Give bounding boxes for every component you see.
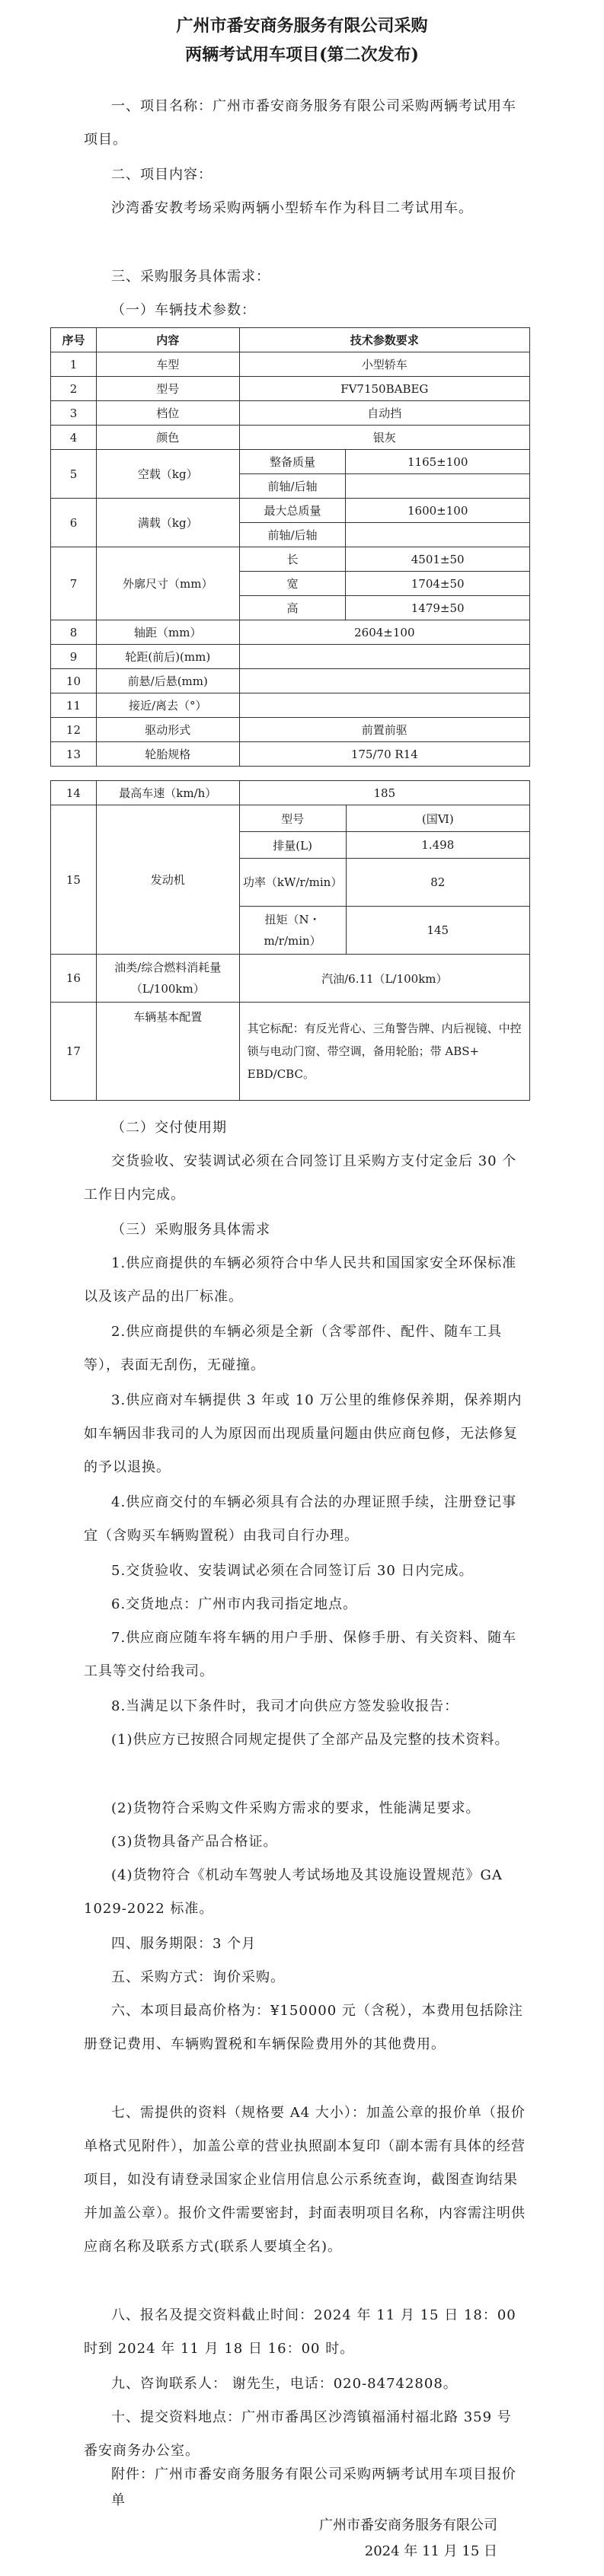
row-no: 2 <box>51 377 97 401</box>
row-subitem: 最大总质量 <box>239 499 346 523</box>
acceptance-condition-1: (1)供应方已按照合同规定提供了全部产品及完整的技术资料。 <box>111 1732 510 1748</box>
row-item: 车辆基本配置 <box>96 1003 239 1101</box>
row-no: 4 <box>51 426 97 450</box>
spec-table-2 <box>50 780 530 1101</box>
row-value <box>346 523 530 547</box>
row-no: 13 <box>51 742 97 767</box>
row-no: 9 <box>51 645 97 669</box>
table-row <box>51 742 530 767</box>
row-no: 1 <box>51 352 97 377</box>
header-no: 序号 <box>51 328 97 352</box>
service-requirements-heading: （三）采购服务具体需求 <box>111 1222 270 1238</box>
table-row <box>51 955 530 1003</box>
row-subitem: 宽 <box>239 572 346 596</box>
service-period: 四、服务期限：3 个月 <box>111 1936 257 1952</box>
row-item: 颜色 <box>96 426 239 450</box>
row-no: 14 <box>51 781 97 805</box>
table-row <box>51 426 530 450</box>
acceptance-condition-4: (4)货物符合《机动车驾驶人考试场地及其设施设置规范》GA 1029-2022 标准。 <box>84 1867 503 1917</box>
row-item: 轮胎规格 <box>96 742 239 767</box>
max-price-paragraph: 六、本项目最高价格为：¥150000 元（含税），本费用包括除注册登记费用、车辆购置税和车辆保险费用外的其他费用。 <box>84 2003 523 2052</box>
table-header-row <box>51 328 530 352</box>
row-value: 1600±100 <box>346 499 530 523</box>
table-row <box>51 401 530 426</box>
row-no: 16 <box>51 955 97 1003</box>
table-row <box>51 669 530 693</box>
row-value: FV7150BABEG <box>239 377 529 401</box>
attachment-note: 附件：广州市番安商务服务有限公司采购两辆考试用车项目报价单 <box>111 2466 516 2508</box>
table-row <box>51 781 530 805</box>
row-value: 汽油/6.11（L/100km） <box>239 955 529 1003</box>
row-subitem: 高 <box>239 596 346 620</box>
delivery-period-paragraph: 交货验收、安装调试必须在合同签订且采购方支付定金后 30 个工作日内完成。 <box>84 1153 517 1203</box>
row-no: 6 <box>51 499 97 547</box>
table-row <box>51 352 530 377</box>
table-row <box>51 805 530 832</box>
row-value: 1.498 <box>346 832 529 859</box>
project-content-heading: 二、项目内容： <box>111 167 213 183</box>
row-subitem: 长 <box>239 547 346 572</box>
row-item: 轮距(前后)(mm) <box>96 645 239 669</box>
requirement-item-4: 4.供应商交付的车辆必须具有合法的办理证照手续，注册登记事宜（含购买车辆购置税）由我司自行办理。 <box>84 1494 517 1544</box>
requirement-item-2: 2.供应商提供的车辆必须是全新（含零部件、配件、随车工具等），表面无刮伤，无碰撞。 <box>84 1324 503 1373</box>
table-row <box>51 718 530 742</box>
row-value: 145 <box>346 907 529 955</box>
row-subitem: 整备质量 <box>239 450 346 474</box>
row-no: 17 <box>51 1003 97 1101</box>
table-row <box>51 1003 530 1101</box>
spec-table-1 <box>50 327 530 767</box>
title-line-2: 两辆考试用车项目(第二次发布) <box>185 45 419 65</box>
row-item: 驱动形式 <box>96 718 239 742</box>
row-no: 3 <box>51 401 97 426</box>
row-value: 185 <box>239 781 529 805</box>
tech-params-heading: （一）车辆技术参数： <box>111 302 256 318</box>
requirements-heading: 三、采购服务具体需求： <box>111 269 270 285</box>
requirement-item-1: 1.供应商提供的车辆必须符合中华人民共和国国家安全环保标准以及该产品的出厂标准。 <box>84 1255 517 1305</box>
header-item: 内容 <box>96 328 239 352</box>
row-value <box>346 474 530 499</box>
row-no: 5 <box>51 450 97 499</box>
table-row <box>51 547 530 572</box>
row-item: 前悬/后悬(mm) <box>96 669 239 693</box>
row-no: 11 <box>51 693 97 718</box>
table-row <box>51 377 530 401</box>
row-value: (国Ⅵ) <box>346 805 529 832</box>
issuer-company: 广州市番安商务服务有限公司 <box>319 2517 497 2533</box>
requirement-item-5: 5.交货验收、安装调试必须在合同签订后 30 日内完成。 <box>111 1563 474 1579</box>
contact-paragraph: 九、咨询联系人： 谢先生，电话：020-84742808。 <box>111 2376 458 2392</box>
row-value: 其它标配：有反光背心、三角警告牌、内后视镜、中控锁与电动门窗、带空调，备用轮胎；带 ABS+ EBD/CBC。 <box>239 1003 529 1101</box>
issue-date: 2024 年 11 月 15 日 <box>364 2543 497 2559</box>
requirement-item-3: 3.供应商对车辆提供 3 年或 10 万公里的维修保养期，保养期内如车辆因非我司的人为原因而出现质量问题由供应商包修，无法修复的予以退换。 <box>84 1392 523 1475</box>
row-item: 发动机 <box>96 805 239 955</box>
row-value: 82 <box>346 859 529 907</box>
requirement-item-8: 8.当满足以下条件时，我司才向供应方签发验收报告： <box>111 1698 459 1714</box>
row-no: 12 <box>51 718 97 742</box>
row-value: 175/70 R14 <box>239 742 529 767</box>
table-row <box>51 499 530 523</box>
row-value: 2604±100 <box>239 620 529 645</box>
table-row <box>51 645 530 669</box>
row-value: 1165±100 <box>346 450 530 474</box>
row-value <box>239 645 529 669</box>
row-subitem: 扭矩（N・m/r/min） <box>239 907 346 955</box>
procurement-method: 五、采购方式：询价采购。 <box>111 1969 285 1985</box>
requirement-item-6: 6.交货地点：广州市内我司指定地点。 <box>111 1596 358 1612</box>
deadline-paragraph: 八、报名及提交资料截止时间：2024 年 11 月 15 日 18：00 时到 2024 年 11 月 18 日 16：00 时。 <box>84 2307 516 2357</box>
row-value: 1479±50 <box>346 596 530 620</box>
acceptance-condition-2: (2)货物符合采购文件采购方需求的要求，性能满足要求。 <box>111 1800 481 1816</box>
row-item: 满载（kg） <box>96 499 239 547</box>
project-content-paragraph: 沙湾番安教考场采购两辆小型轿车作为科目二考试用车。 <box>111 200 473 216</box>
row-item: 空载（kg） <box>96 450 239 499</box>
row-item: 车型 <box>96 352 239 377</box>
header-requirement: 技术参数要求 <box>239 328 529 352</box>
table-row <box>51 450 530 474</box>
row-value: 自动挡 <box>239 401 529 426</box>
row-value: 银灰 <box>239 426 529 450</box>
row-subitem: 前轴/后轴 <box>239 523 346 547</box>
row-item: 轴距（mm） <box>96 620 239 645</box>
row-subitem: 功率（kW/r/min） <box>239 859 346 907</box>
delivery-period-heading: （二）交付使用期 <box>111 1120 227 1136</box>
row-subitem: 型号 <box>239 805 346 832</box>
row-value: 前置前驱 <box>239 718 529 742</box>
requirement-item-7: 7.供应商应随车将车辆的用户手册、保修手册、有关资料、随车工具等交付给我司。 <box>84 1630 517 1679</box>
row-item: 外廓尺寸（mm） <box>96 547 239 620</box>
required-documents-paragraph: 七、需提供的资料（规格要 A4 大小）：加盖公章的报价单（报价单格式见附件），加盖公章的营业执照副本复印（副本需有具体的经营项目，如没有请登录国家企业信用信息公示系统查询，截图查询结果并加盖公章）。报价文件需要密封，封面表明项目名称，内容需注明供应商名称及联系方式(联系人要填全名)。 <box>84 2105 526 2255</box>
row-value <box>239 669 529 693</box>
row-no: 8 <box>51 620 97 645</box>
row-subitem: 排量(L) <box>239 832 346 859</box>
submission-location-paragraph: 十、提交资料地点：广州市番禺区沙湾镇福涌村福北路 359 号番安商务办公室。 <box>84 2409 512 2459</box>
row-subitem: 前轴/后轴 <box>239 474 346 499</box>
row-item: 油类/综合燃料消耗量（L/100km） <box>96 955 239 1003</box>
row-item: 接近/离去（°） <box>96 693 239 718</box>
row-value: 1704±50 <box>346 572 530 596</box>
acceptance-condition-3: (3)货物具备产品合格证。 <box>111 1834 278 1850</box>
title-line-1: 广州市番安商务服务有限公司采购 <box>176 16 428 36</box>
project-name-paragraph: 一、项目名称：广州市番安商务服务有限公司采购两辆考试用车项目。 <box>84 98 516 148</box>
row-value: 小型轿车 <box>239 352 529 377</box>
table-row <box>51 693 530 718</box>
row-item: 最高车速（km/h） <box>96 781 239 805</box>
table-row <box>51 620 530 645</box>
row-item: 档位 <box>96 401 239 426</box>
row-value <box>239 693 529 718</box>
row-no: 7 <box>51 547 97 620</box>
row-item: 型号 <box>96 377 239 401</box>
row-no: 15 <box>51 805 97 955</box>
row-no: 10 <box>51 669 97 693</box>
row-value: 4501±50 <box>346 547 530 572</box>
